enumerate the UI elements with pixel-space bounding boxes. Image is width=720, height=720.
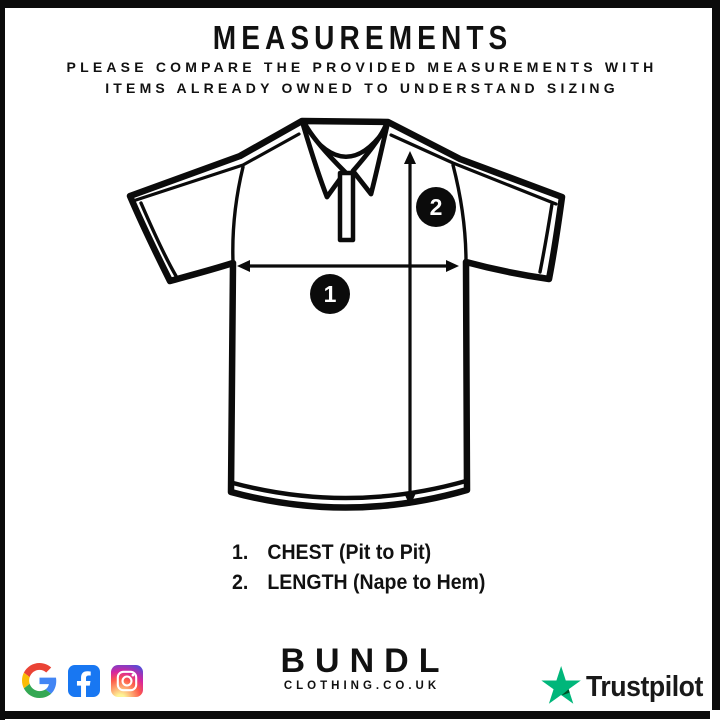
trustpilot-wordmark: Trustpilot xyxy=(586,671,703,703)
legend-label: LENGTH (Nape to Hem) xyxy=(267,571,486,594)
brand-domain: CLOTHING.CO.UK xyxy=(283,680,441,692)
legend-item-chest xyxy=(232,538,485,568)
subtitle-line-2: ITEMS ALREADY OWNED TO UNDERSTAND SIZING xyxy=(105,80,619,96)
legend-number: 1. xyxy=(232,541,249,564)
chest-marker-number: 1 xyxy=(323,281,337,307)
subtitle-line-1: PLEASE COMPARE THE PROVIDED MEASUREMENTS WITH xyxy=(66,59,658,75)
legend-label: CHEST (Pit to Pit) xyxy=(267,541,432,564)
length-marker-badge xyxy=(416,187,456,227)
length-marker-number: 2 xyxy=(429,194,443,220)
measurement-legend xyxy=(232,538,485,598)
legend-number: 2. xyxy=(232,571,249,594)
trustpilot-logo[interactable] xyxy=(541,666,713,709)
placket xyxy=(340,173,353,240)
trustpilot-star-icon xyxy=(541,666,581,709)
brand-name: BUNDL xyxy=(280,642,450,680)
page-title: MEASUREMENTS xyxy=(212,19,513,56)
chest-marker-badge xyxy=(310,274,350,314)
legend-item-length xyxy=(232,568,485,598)
